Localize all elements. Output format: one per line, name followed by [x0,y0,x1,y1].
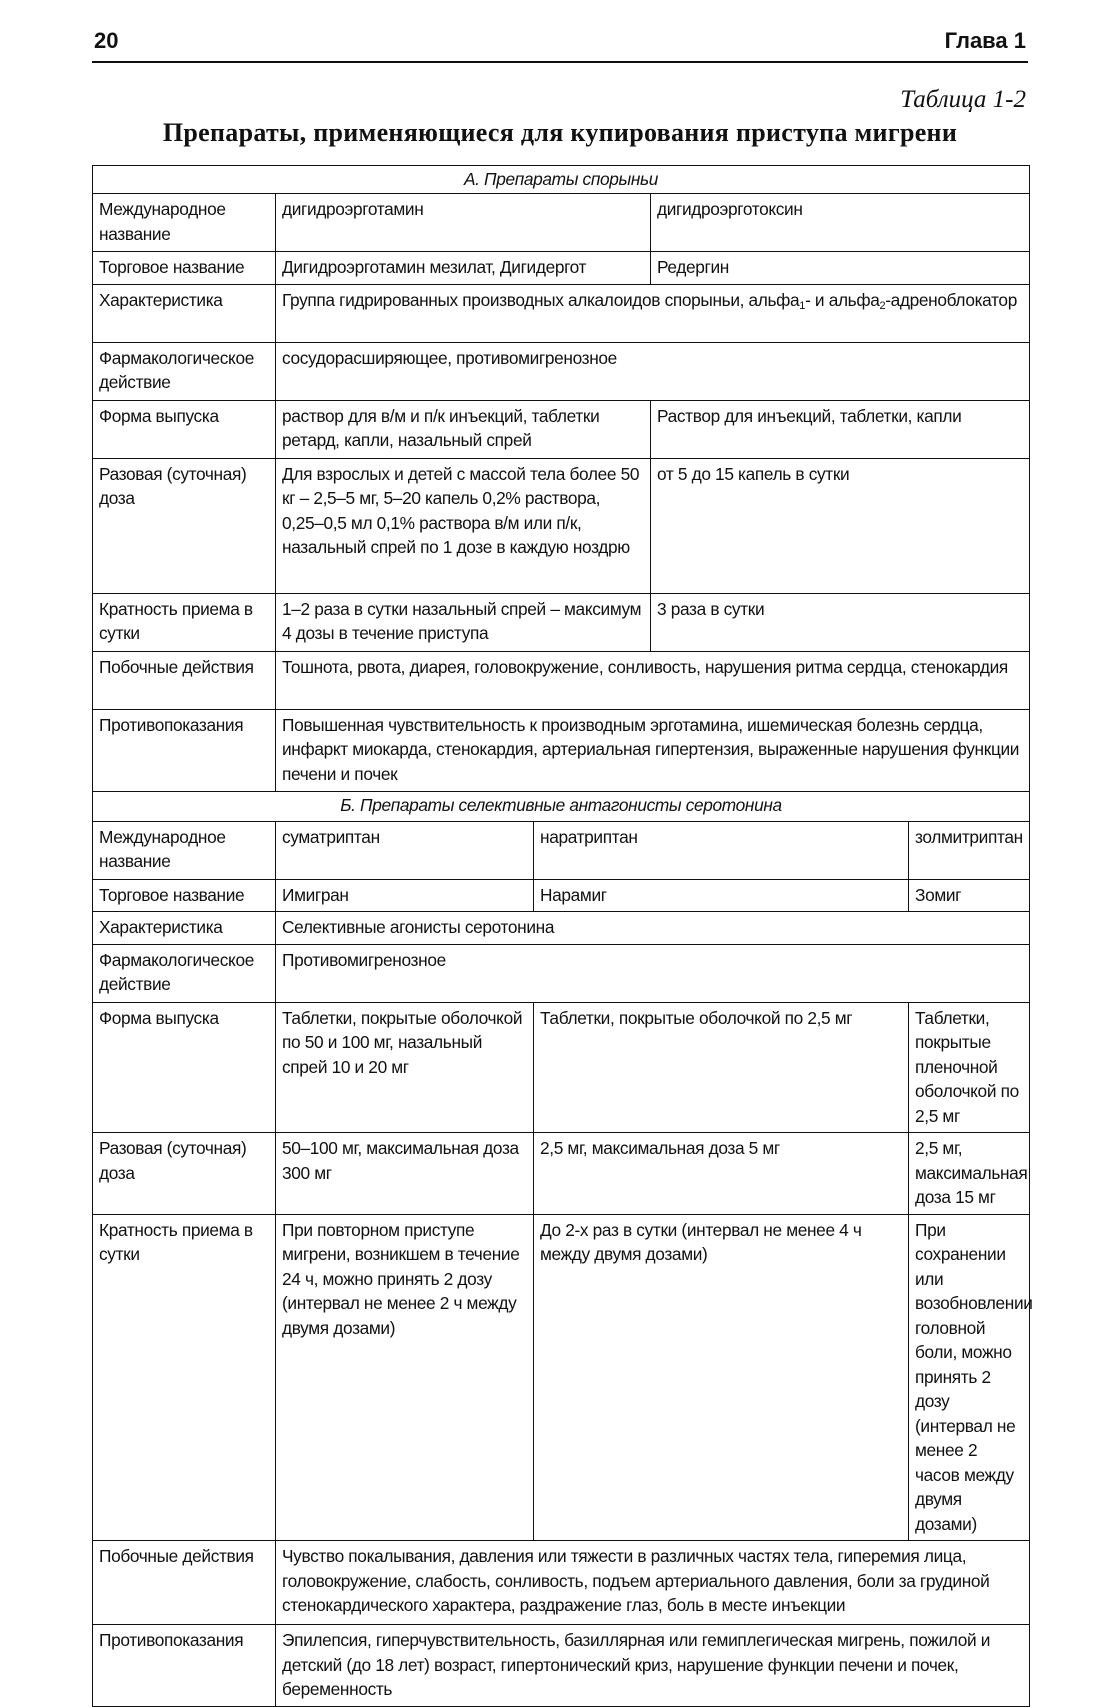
page-header [94,28,1026,58]
table-row [93,709,1030,791]
header-rule [92,61,1028,63]
table-cell [276,284,1030,342]
table-cell: золмитриптан [909,821,1030,879]
row-label: Фармакологическое действие [93,342,276,400]
row-label: Международное название [93,194,276,252]
table-cell: Противомигренозное [276,944,1030,1002]
section-a-header-row [93,166,1030,194]
cell-text: Группа гидрированных производных алкалоидов спорыньи, альфа [282,289,800,310]
row-label: Форма выпуска [93,400,276,458]
row-label: Характеристика [93,912,276,945]
section-a-title: А. Препараты спорыньи [93,166,1030,194]
row-label: Противопоказания [93,709,276,791]
table-cell: сосудорасширяющее, противомигренозное [276,342,1030,400]
row-label: Торговое название [93,879,276,912]
table-row [93,593,1030,651]
table-row [93,651,1030,709]
chapter-title: Глава 1 [944,28,1026,53]
table-cell: Раствор для инъекций, таблетки, капли [651,400,1030,458]
row-label: Характеристика [93,284,276,342]
table-row [93,284,1030,342]
table-cell: Таблетки, покрытые оболочкой по 50 и 100 мг, назальный спрей 10 и 20 мг [276,1002,534,1133]
table-row [93,252,1030,285]
table-row [93,1214,1030,1541]
subscript: 2 [879,299,886,312]
cell-text: - и альфа [805,289,880,310]
table-cell: Повышенная чувствительность к производным эрготамина, ишемическая болезнь сердца, инфаркт миокарда, стенокардия, артериальная гипертензия, выраженные нарушения функции печени и почек [276,709,1030,791]
table-cell: При повторном приступе мигрени, возникшем в течение 24 ч, можно принять 2 дозу (интервал не менее 2 ч между двумя дозами) [276,1214,534,1541]
row-label: Фармакологическое действие [93,944,276,1002]
section-b-title: Б. Препараты селективные антагонисты серотонина [93,791,1030,821]
table-cell: Зомиг [909,879,1030,912]
table-cell: дигидроэрготоксин [651,194,1030,252]
row-label: Кратность приема в сутки [93,593,276,651]
row-label: Побочные действия [93,651,276,709]
table-title: Препараты, применяющиеся для купирования приступа мигрени [162,118,958,147]
table-row [93,944,1030,1002]
table-cell: Редергин [651,252,1030,285]
table-cell: Чувство покалывания, давления или тяжести в различных частях тела, гиперемия лица, головокружение, слабость, сонливость, подъем артериального давления, боли за грудиной стенокардического характера, раздражение глаз, боль в месте инъекции [276,1541,1030,1625]
table-row [93,1133,1030,1215]
table-cell: суматриптан [276,821,534,879]
table-cell: 2,5 мг, максимальная доза 15 мг [909,1133,1030,1215]
row-label: Торговое название [93,252,276,285]
table-cell: Таблетки, покрытые оболочкой по 2,5 мг [534,1002,909,1133]
table-cell: раствор для в/м и п/к инъекций, таблетки ретард, капли, назальный спрей [276,400,651,458]
table-cell: 50–100 мг, максимальная доза 300 мг [276,1133,534,1215]
table-cell: Имигран [276,879,534,912]
table-row [93,194,1030,252]
row-label: Побочные действия [93,1541,276,1625]
row-label: Кратность приема в сутки [93,1214,276,1541]
table-cell: Для взрослых и детей с массой тела более 50 кг – 2,5–5 мг, 5–20 капель 0,2% раствора, 0,25–0,5 мл 0,1% раствора в/м или п/к, назальный спрей по 1 дозе в каждую ноздрю [276,458,651,593]
row-label: Форма выпуска [93,1002,276,1133]
row-label: Международное название [93,821,276,879]
table-cell: При сохранении или возобновлении головной боли, можно принять 2 дозу (интервал не менее 2 часов между двумя дозами) [909,1214,1030,1541]
subscript: 1 [799,299,806,312]
table-row [93,400,1030,458]
row-label: Разовая (суточная) доза [93,458,276,593]
table-row [93,1541,1030,1625]
table-cell: дигидроэрготамин [276,194,651,252]
table-row [93,342,1030,400]
table-row [93,879,1030,912]
table-cell: Эпилепсия, гиперчувствительность, базиллярная или гемиплегическая мигрень, пожилой и детский (до 18 лет) возраст, гипертонический криз, нарушение функции печени и почек, беременность [276,1625,1030,1707]
table-row [93,458,1030,593]
row-label: Противопоказания [93,1625,276,1707]
page-number: 20 [94,28,119,53]
table-row [93,821,1030,879]
table-cell: Таблетки, покрытые пленочной оболочкой по 2,5 мг [909,1002,1030,1133]
table-cell: наратриптан [534,821,909,879]
table-cell: 1–2 раза в сутки назальный спрей – максимум 4 дозы в течение приступа [276,593,651,651]
table-cell: 3 раза в сутки [651,593,1030,651]
table-row [93,1002,1030,1133]
cell-text: -адреноблокатор [885,289,1017,310]
table-cell: До 2-х раз в сутки (интервал не менее 4 ч между двумя дозами) [534,1214,909,1541]
table-cell: Селективные агонисты серотонина [276,912,1030,945]
table-cell: Дигидроэрготамин мезилат, Дигидергот [276,252,651,285]
drug-table [92,165,1033,1707]
table-cell: Тошнота, рвота, диарея, головокружение, сонливость, нарушения ритма сердца, стенокардия [276,651,1030,709]
table-cell: Нарамиг [534,879,909,912]
table-row [93,1625,1030,1707]
table-cell: от 5 до 15 капель в сутки [651,458,1030,593]
section-b-header-row [93,791,1030,821]
table-label: Таблица 1-2 [900,86,1026,113]
table-row [93,912,1030,945]
row-label: Разовая (суточная) доза [93,1133,276,1215]
table-cell: 2,5 мг, максимальная доза 5 мг [534,1133,909,1215]
